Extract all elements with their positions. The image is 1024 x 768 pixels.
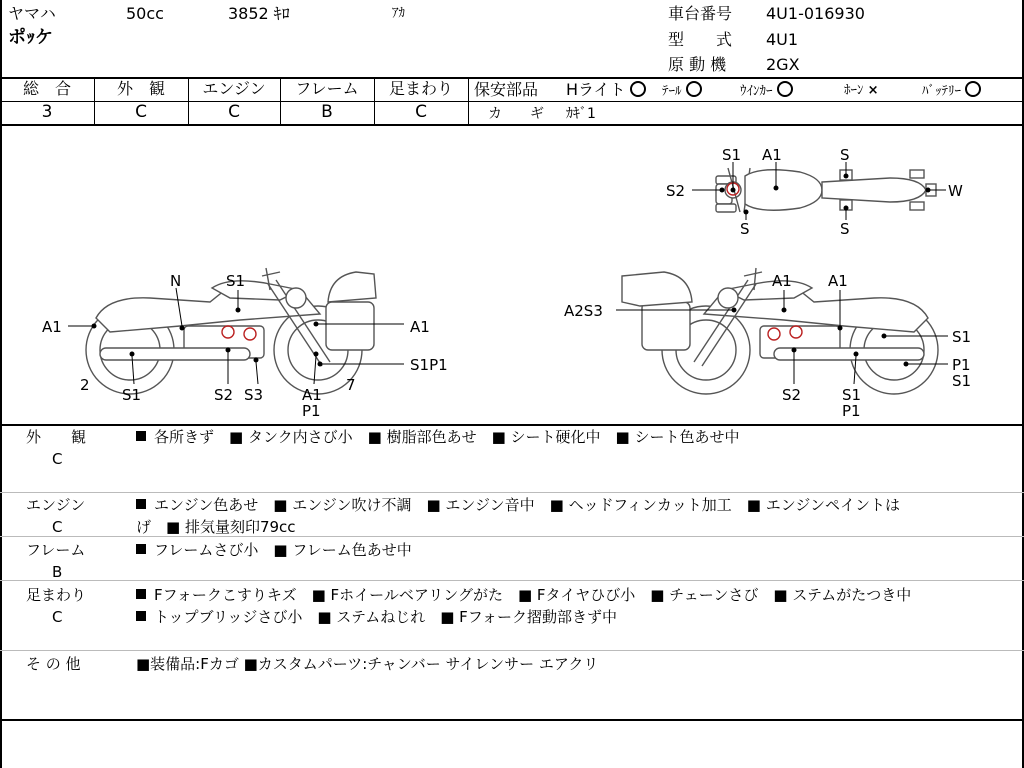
diagram-label: A1 xyxy=(410,318,430,336)
bike-top-view xyxy=(716,168,936,212)
diagram-label: A1 xyxy=(762,146,782,164)
diagram-label: S1 xyxy=(122,386,142,404)
model-name: ポｯケ xyxy=(8,27,53,48)
remark-exterior-label: 外 観 xyxy=(26,428,87,446)
exterior-grade: C xyxy=(135,102,147,122)
diagram-label: S2 xyxy=(666,182,686,200)
safety-label: 保安部品 xyxy=(474,80,539,99)
diagram-label: 7 xyxy=(346,376,356,394)
suspension-grade-label: 足まわり xyxy=(388,79,453,98)
diagram-label: A1 xyxy=(302,386,322,404)
diagram-label: A1 xyxy=(828,272,848,290)
remarks-divider xyxy=(0,650,1024,651)
engine-value: 2GX xyxy=(766,55,800,74)
winker-item xyxy=(740,81,793,102)
engine-label: 原 動 機 xyxy=(668,55,727,74)
key-value: ｶｷﾞ1 xyxy=(566,106,596,122)
ng-cross-icon: × xyxy=(867,83,879,98)
remarks-bottom xyxy=(0,719,1024,721)
remark-exterior-text xyxy=(136,426,739,448)
ok-circle-icon xyxy=(630,81,646,97)
type-label: 型 式 xyxy=(668,30,733,49)
diagram-label: N xyxy=(170,272,182,290)
bullet-icon xyxy=(136,499,146,509)
diagram-label: S1 xyxy=(952,328,972,346)
remark-text: 各所きず ■ タンク内さび小 ■ 樹脂部色あせ ■ シート硬化中 ■ シート色あせ中 xyxy=(154,428,740,446)
mileage: 3852 ｷﾛ xyxy=(228,4,290,23)
displacement: 50cc xyxy=(126,4,164,23)
remark-engine-grade: C xyxy=(52,518,63,536)
diagram-label: W xyxy=(948,182,963,200)
col-divider xyxy=(468,77,469,125)
frame-no: 4U1-016930 xyxy=(766,4,865,23)
remark-engine-text xyxy=(136,494,900,516)
diagram-label: P1 xyxy=(842,402,861,420)
remark-exterior-grade: C xyxy=(52,450,63,468)
remark-other-label: そ の 他 xyxy=(26,655,81,673)
engine-grade-label: エンジン xyxy=(202,79,266,98)
diagram-label: P1 xyxy=(302,402,321,420)
diagram-label: A2S3 xyxy=(564,302,603,320)
bullet-icon xyxy=(136,611,146,621)
diagram-label: S2 xyxy=(782,386,802,404)
headlight-label: Hライト xyxy=(566,80,626,99)
overall-label: 総 合 xyxy=(22,79,71,98)
remark-engine-text-2: げ ■ 排気量刻印79cc xyxy=(136,518,296,536)
damage-diagram xyxy=(0,126,1024,424)
remark-frame-text xyxy=(136,539,412,561)
diagram-label: S1 xyxy=(722,146,742,164)
battery-item xyxy=(922,81,981,102)
diagram-label: S xyxy=(840,220,850,238)
battery-label: ﾊﾞｯﾃﾘｰ xyxy=(922,84,961,99)
remark-suspension-text xyxy=(136,584,911,606)
maker: ヤマハ xyxy=(8,4,56,23)
diagram-label: S1 xyxy=(952,372,972,390)
diagram-label: S3 xyxy=(244,386,264,404)
diagram-label: S xyxy=(840,146,850,164)
diagram-label: S1 xyxy=(842,386,862,404)
bullet-icon xyxy=(136,589,146,599)
remark-suspension-grade: C xyxy=(52,608,63,626)
ok-circle-icon xyxy=(965,81,981,97)
bullet-icon xyxy=(136,544,146,554)
headlight-item xyxy=(566,80,646,100)
frame-no-label: 車台番号 xyxy=(668,4,733,23)
diagram-label: A1 xyxy=(42,318,62,336)
winker-label: ｳｲﾝｶｰ xyxy=(740,84,773,99)
remark-text: Fフォークこすりキズ ■ Fホイールベアリングがた ■ Fタイヤひび小 ■ チェーンさび ■ ステムがたつき中 xyxy=(154,586,912,604)
key-label: カ ギ xyxy=(488,106,544,122)
diagram-label: A1 xyxy=(772,272,792,290)
remark-frame-grade: B xyxy=(52,563,63,581)
color: ｱｶ xyxy=(392,6,405,21)
exterior-label: 外 観 xyxy=(116,79,165,98)
suspension-grade: C xyxy=(415,102,427,122)
remark-text: トップブリッジさび小 ■ ステムねじれ ■ Fフォーク摺動部きず中 xyxy=(154,608,618,626)
ok-circle-icon xyxy=(686,81,702,97)
diagram-label: S1P1 xyxy=(410,356,448,374)
taillight-item xyxy=(662,81,702,102)
overall-grade: 3 xyxy=(41,102,53,122)
horn-item xyxy=(844,81,879,101)
diagram-label: S1 xyxy=(226,272,246,290)
bullet-icon xyxy=(136,431,146,441)
frame-grade-label: フレーム xyxy=(295,79,359,98)
remark-other-text: ■装備品:Fカゴ ■カスタムパーツ:チャンバー サイレンサー エアクリ xyxy=(136,655,599,673)
remark-suspension-text-2 xyxy=(136,606,617,628)
remark-suspension-label: 足まわり xyxy=(26,586,87,604)
ok-circle-icon xyxy=(777,81,793,97)
horn-label: ﾎｰﾝ xyxy=(844,83,864,98)
type-value: 4U1 xyxy=(766,30,799,49)
remark-text: フレームさび小 ■ フレーム色あせ中 xyxy=(154,541,412,559)
engine-grade: C xyxy=(228,102,240,122)
diagram-label: S2 xyxy=(214,386,234,404)
remarks-divider xyxy=(0,580,1024,581)
diagram-label: S xyxy=(740,220,750,238)
remarks-divider xyxy=(0,492,1024,493)
remark-text: エンジン色あせ ■ エンジン吹け不調 ■ エンジン音中 ■ ヘッドフィンカット加工 ■ エンジンペイントは xyxy=(154,496,900,514)
remark-engine-label: エンジン xyxy=(26,496,86,514)
diagram-label: P1 xyxy=(952,356,971,374)
frame-grade: B xyxy=(321,102,333,122)
taillight-label: ﾃｰﾙ xyxy=(662,84,682,99)
diagram-label: 2 xyxy=(80,376,90,394)
remark-frame-label: フレーム xyxy=(26,541,86,559)
